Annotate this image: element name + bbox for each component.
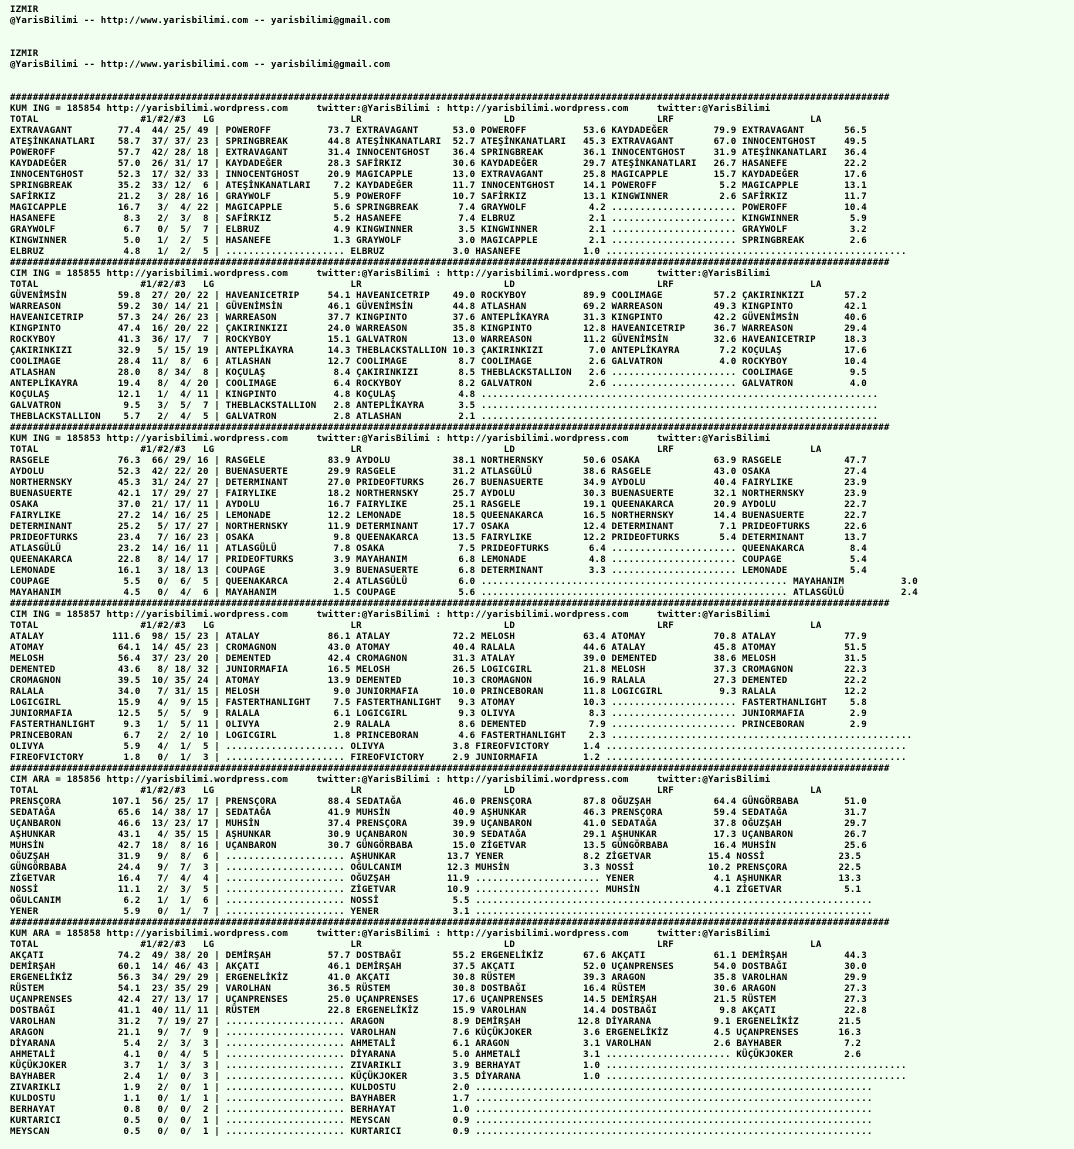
table-row: HASANEFE 8.3 2/ 3/ 8 | SAFİRKIZ 5.2 HASANEFE 7.4 ELBRUZ 2.1 ...................... KINGWINNER 5.9 bbox=[10, 214, 867, 224]
section-divider: ########################################################################################################################################################### bbox=[10, 423, 890, 433]
table-row: PRINCEBORAN 6.7 2/ 2/ 10 | LOGICGIRL 1.8 PRINCEBORAN 4.6 FASTERTHANLIGHT 2.3 ..................................................... bbox=[10, 731, 913, 741]
race-header: CIM ING = 185857 http://yarisbilimi.wordpress.com twitter:@YarisBilimi : http://yarisbilimi.wordpress.com twitter:@YarisBilimi bbox=[10, 610, 771, 620]
header-line bbox=[10, 82, 1074, 93]
race-header: KUM ING = 185854 http://yarisbilimi.wordpress.com twitter:@YarisBilimi : http://yarisbilimi.wordpress.com twitter:@YarisBilimi bbox=[10, 104, 771, 114]
table-row: ELBRUZ 4.8 1/ 2/ 5 | ..................... ELBRUZ 3.0 HASANEFE 1.0 ..................................................... bbox=[10, 247, 907, 257]
table-row: KOÇULAŞ 12.1 1/ 4/ 11 | KINGPINTO 4.8 KOÇULAŞ 4.8 ...................................................................... bbox=[10, 390, 879, 400]
race-header: CIM ARA = 185856 http://yarisbilimi.wordpress.com twitter:@YarisBilimi : http://yarisbilimi.wordpress.com twitter:@YarisBilimi bbox=[10, 775, 771, 785]
header-line: @YarisBilimi -- http://www.yarisbilimi.com -- yarisbilimi@gmail.com bbox=[10, 60, 391, 70]
table-row: AKÇATI 74.2 49/ 38/ 20 | DEMİRŞAH 57.7 DOSTBAĞI 55.2 ERGENELİKİZ 67.6 AKÇATI 61.1 DEMİRŞAH 44.3 bbox=[10, 951, 867, 961]
table-row: SPRINGBREAK 35.2 33/ 12/ 6 | ATEŞİNKANATLARI 7.2 KAYDADEĞER 11.7 INNOCENTGHOST 14.1 POWEROFF 5.2 MAGICAPPLE 13.1 bbox=[10, 181, 867, 191]
table-row: DETERMINANT 25.2 5/ 17/ 27 | NORTHERNSKY 11.9 DETERMINANT 17.7 OSAKA 12.4 DETERMINANT 7.1 PRIDEOFTURKS 22.6 bbox=[10, 522, 867, 532]
table-row: MAYAHANIM 4.5 0/ 4/ 6 | MAYAHANIM 1.5 COUPAGE 5.6 ...................................................... ATLASGÜLÜ 2.4 bbox=[10, 588, 918, 598]
table-row: UÇANPRENSES 42.4 27/ 13/ 17 | UÇANPRENSES 25.0 UÇANPRENSES 17.6 UÇANPRENSES 14.5 DEMİRŞAH 21.5 RÜSTEM 27.3 bbox=[10, 995, 867, 1005]
table-row: FASTERTHANLIGHT 9.3 1/ 5/ 11 | OLIVYA 2.9 RALALA 8.6 DEMENTED 7.9 ...................... PRINCEBORAN 2.9 bbox=[10, 720, 867, 730]
table-row: SAFİRKIZ 21.2 3/ 28/ 16 | GRAYWOLF 5.9 POWEROFF 10.7 SAFİRKIZ 13.1 KINGWINNER 2.6 SAFİRKIZ 11.7 bbox=[10, 192, 867, 202]
table-row: OSAKA 37.0 21/ 17/ 11 | AYDOLU 16.7 FAIRYLIKE 25.1 RASGELE 19.1 QUEENAKARCA 20.9 AYDOLU 22.7 bbox=[10, 500, 867, 510]
table-row: NOSSİ 11.1 2/ 3/ 5 | ..................... ZİGETVAR 10.9 ...................... MUHSİN 4.1 ZİGETVAR 5.1 bbox=[10, 885, 862, 895]
table-row: RÜSTEM 54.1 23/ 35/ 29 | VAROLHAN 36.5 RÜSTEM 30.8 DOSTBAĞI 16.4 RÜSTEM 30.6 ARAGON 27.3 bbox=[10, 984, 867, 994]
table-row: ÇAKIRINKIZI 32.9 5/ 15/ 19 | ANTEPLİKAYRA 14.3 THEBLACKSTALLION 10.3 ÇAKIRINKIZI 7.0 ANTEPLİKAYRA 7.2 KOÇULAŞ 17.6 bbox=[10, 346, 867, 356]
table-row: EXTRAVAGANT 77.4 44/ 25/ 49 | POWEROFF 73.7 EXTRAVAGANT 53.0 POWEROFF 53.6 KAYDADEĞER 79.9 EXTRAVAGANT 56.5 bbox=[10, 126, 867, 136]
table-row: OLIVYA 5.9 4/ 1/ 5 | ..................... OLIVYA 3.8 FIREOFVICTORY 1.4 ..................................................... bbox=[10, 742, 907, 752]
section-divider: ########################################################################################################################################################### bbox=[10, 918, 890, 928]
table-row: LEMONADE 16.1 3/ 18/ 13 | COUPAGE 3.9 BUENASUERTE 6.8 DETERMINANT 3.3 ...................... LEMONADE 5.4 bbox=[10, 566, 867, 576]
table-row: ATLASHAN 28.0 8/ 34/ 8 | KOÇULAŞ 8.4 ÇAKIRINKIZI 8.5 THEBLACKSTALLION 2.6 ...................... COOLIMAGE 9.5 bbox=[10, 368, 867, 378]
table-row: GÜVENİMSİN 59.8 27/ 20/ 22 | HAVEANICETRIP 54.1 HAVEANICETRIP 49.0 ROCKYBOY 89.9 COOLIMAGE 57.2 ÇAKIRINKIZI 57.2 bbox=[10, 291, 867, 301]
table-row: GALVATRON 9.5 3/ 5/ 7 | THEBLACKSTALLION 2.8 ANTEPLİKAYRA 3.5 ...................................................................... bbox=[10, 401, 879, 411]
section-divider: ########################################################################################################################################################### bbox=[10, 258, 890, 268]
table-row: RALALA 34.0 7/ 31/ 15 | MELOSH 9.0 JUNIORMAFIA 10.0 PRINCEBORAN 11.8 LOGICGIRL 9.3 RALALA 12.2 bbox=[10, 687, 867, 697]
column-header: TOTAL #1/#2/#3 LG LR LD LRF LA bbox=[10, 621, 822, 631]
table-row: KINGPINTO 47.4 16/ 20/ 22 | ÇAKIRINKIZI 24.0 WARREASON 35.8 KINGPINTO 12.8 HAVEANICETRIP 36.7 WARREASON 29.4 bbox=[10, 324, 867, 334]
table-row: GRAYWOLF 6.7 0/ 5/ 7 | ELBRUZ 4.9 KINGWINNER 3.5 KINGWINNER 2.1 ...................... GRAYWOLF 3.2 bbox=[10, 225, 867, 235]
table-row: DİYARANA 5.4 2/ 3/ 3 | ..................... AHMETALİ 6.1 ARAGON 3.1 VAROLHAN 2.6 BAYHABER 7.2 bbox=[10, 1039, 862, 1049]
table-row: ANTEPLİKAYRA 19.4 8/ 4/ 20 | COOLIMAGE 6.4 ROCKYBOY 8.2 GALVATRON 2.6 ...................... GALVATRON 4.0 bbox=[10, 379, 867, 389]
table-row: MELOSH 56.4 37/ 23/ 20 | DEMENTED 42.4 CROMAGNON 31.3 ATALAY 39.0 DEMENTED 38.6 MELOSH 31.5 bbox=[10, 654, 867, 664]
column-header: TOTAL #1/#2/#3 LG LR LD LRF LA bbox=[10, 445, 822, 455]
header-line bbox=[10, 71, 1074, 82]
table-row: INNOCENTGHOST 52.3 17/ 32/ 33 | INNOCENTGHOST 20.9 MAGICAPPLE 13.0 EXTRAVAGANT 25.8 MAGICAPPLE 15.7 KAYDADEĞER 17.6 bbox=[10, 170, 867, 180]
table-row: OĞUZŞAH 31.9 9/ 8/ 6 | ..................... AŞHUNKAR 13.7 YENER 8.2 ZİGETVAR 15.4 NOSSİ 23.5 bbox=[10, 852, 862, 862]
table-row: ATALAY 111.6 98/ 15/ 23 | ATALAY 86.1 ATALAY 72.2 MELOSH 63.4 ATOMAY 70.8 ATALAY 77.9 bbox=[10, 632, 867, 642]
table-row: KURTARICI 0.5 0/ 0/ 1 | ..................... MEYSCAN 0.9 ...................................................................... bbox=[10, 1116, 873, 1126]
table-row: LOGICGIRL 15.9 4/ 9/ 15 | FASTERTHANLIGHT 7.5 FASTERTHANLIGHT 9.3 ATOMAY 10.3 ...................... FASTERTHANLIGHT 5.8 bbox=[10, 698, 867, 708]
table-row: GÜNGÖRBABA 24.4 9/ 7/ 3 | ..................... OĞULCANIM 12.3 MUHSİN 3.3 NOSSİ 10.2 PRENSÇORA 22.5 bbox=[10, 863, 862, 873]
header-line bbox=[10, 38, 1074, 49]
table-row: CROMAGNON 39.5 10/ 35/ 24 | ATOMAY 13.9 DEMENTED 10.3 CROMAGNON 16.9 RALALA 27.3 DEMENTED 22.2 bbox=[10, 676, 867, 686]
table-row: OĞULCANIM 6.2 1/ 1/ 6 | ..................... NOSSİ 5.5 ...................................................................... bbox=[10, 896, 873, 906]
table-row: ATEŞİNKANATLARI 58.7 37/ 37/ 23 | SPRINGBREAK 44.8 ATEŞİNKANATLARI 52.7 ATEŞİNKANATLARI 45.3 EXTRAVAGANT 67.0 INNOCENTGHOST 49.5 bbox=[10, 137, 867, 147]
table-row: MAGICAPPLE 16.7 3/ 4/ 22 | MAGICAPPLE 5.6 SPRINGBREAK 7.4 GRAYWOLF 4.2 ...................... POWEROFF 10.4 bbox=[10, 203, 867, 213]
table-row: VAROLHAN 31.2 7/ 19/ 27 | ..................... ARAGON 8.9 DEMİRŞAH 12.8 DİYARANA 9.1 ERGENELİKİZ 21.5 bbox=[10, 1017, 862, 1027]
table-row: WARREASON 59.2 30/ 14/ 21 | GÜVENİMSİN 46.1 GÜVENİMSİN 44.8 ATLASHAN 69.2 WARREASON 49.3 KINGPINTO 42.1 bbox=[10, 302, 867, 312]
table-row: FAIRYLIKE 27.2 14/ 16/ 25 | LEMONADE 12.2 LEMONADE 18.5 QUEENAKARCA 16.5 NORTHERNSKY 14.4 BUENASUERTE 22.7 bbox=[10, 511, 867, 521]
table-row: KULDOSTU 1.1 0/ 1/ 1 | ..................... BAYHABER 1.7 ...................................................................... bbox=[10, 1094, 873, 1104]
table-row: MEYSCAN 0.5 0/ 0/ 1 | ..................... KURTARICI 0.9 ...................................................................... bbox=[10, 1127, 873, 1137]
table-row: AŞHUNKAR 43.1 4/ 35/ 15 | AŞHUNKAR 30.9 UÇANBARON 30.9 SEDATAĞA 29.1 AŞHUNKAR 17.3 UÇANBARON 26.7 bbox=[10, 830, 867, 840]
table-row: NORTHERNSKY 45.3 31/ 24/ 27 | DETERMINANT 27.0 PRIDEOFTURKS 26.7 BUENASUERTE 34.9 AYDOLU 40.4 FAIRYLIKE 23.9 bbox=[10, 478, 867, 488]
header-line: @YarisBilimi -- http://www.yarisbilimi.com -- yarisbilimi@gmail.com bbox=[10, 16, 391, 26]
table-row: COOLIMAGE 28.4 11/ 8/ 6 | ATLASHAN 12.7 COOLIMAGE 8.7 COOLIMAGE 2.6 GALVATRON 4.0 ROCKYBOY 10.4 bbox=[10, 357, 867, 367]
table-row: KINGWINNER 5.0 1/ 2/ 5 | HASANEFE 1.3 GRAYWOLF 3.0 MAGICAPPLE 2.1 ...................... SPRINGBREAK 2.6 bbox=[10, 236, 867, 246]
table-row: ERGENELİKİZ 56.3 34/ 29/ 29 | ERGENELİKİZ 41.0 AKÇATI 30.8 RÜSTEM 39.3 ARAGON 35.8 VAROLHAN 29.9 bbox=[10, 973, 867, 983]
table-row: HAVEANICETRIP 57.3 24/ 26/ 23 | WARREASON 37.7 KINGPINTO 37.6 ANTEPLİKAYRA 31.3 KINGPINTO 42.2 GÜVENİMSİN 40.6 bbox=[10, 313, 867, 323]
section-divider: ########################################################################################################################################################### bbox=[10, 93, 890, 103]
table-row: JUNIORMAFIA 12.5 5/ 5/ 9 | RALALA 6.1 LOGICGIRL 9.3 OLIVYA 8.3 ...................... JUNIORMAFIA 2.9 bbox=[10, 709, 867, 719]
race-header: CIM ING = 185855 http://yarisbilimi.wordpress.com twitter:@YarisBilimi : http://yarisbilimi.wordpress.com twitter:@YarisBilimi bbox=[10, 269, 771, 279]
table-row: YENER 5.9 0/ 1/ 7 | ..................... YENER 3.1 ...................................................................... bbox=[10, 907, 873, 917]
column-header: TOTAL #1/#2/#3 LG LR LD LRF LA bbox=[10, 115, 822, 125]
column-header: TOTAL #1/#2/#3 LG LR LD LRF LA bbox=[10, 940, 822, 950]
table-row: ATLASGÜLÜ 23.2 14/ 16/ 11 | ATLASGÜLÜ 7.8 OSAKA 7.5 PRIDEOFTURKS 6.4 ...................... QUEENAKARCA 8.4 bbox=[10, 544, 867, 554]
table-row: BAYHABER 2.4 1/ 0/ 3 | ..................... KÜÇÜKJOKER 3.5 DİYARANA 1.0 ..................................................... bbox=[10, 1072, 907, 1082]
table-row: FIREOFVICTORY 1.8 0/ 1/ 3 | ..................... FIREOFVICTORY 2.9 JUNIORMAFIA 1.2 ..................................................... bbox=[10, 753, 907, 763]
table-row: KAYDADEĞER 57.0 26/ 31/ 17 | KAYDADEĞER 28.3 SAFİRKIZ 30.6 KAYDADEĞER 29.7 ATEŞİNKANATLARI 26.7 HASANEFE 22.2 bbox=[10, 159, 867, 169]
table-row: AYDOLU 52.3 42/ 22/ 20 | BUENASUERTE 29.9 RASGELE 31.2 ATLASGÜLÜ 38.6 RASGELE 43.0 OSAKA 27.4 bbox=[10, 467, 867, 477]
table-row: UÇANBARON 46.6 13/ 23/ 17 | MUHSİN 37.4 PRENSÇORA 39.9 UÇANBARON 41.0 SEDATAĞA 37.8 OĞUZŞAH 29.7 bbox=[10, 819, 867, 829]
table-row: ROCKYBOY 41.3 36/ 17/ 7 | ROCKYBOY 15.1 GALVATRON 13.0 WARREASON 11.2 GÜVENİMSİN 32.6 HAVEANICETRIP 18.3 bbox=[10, 335, 867, 345]
table-row: ARAGON 21.1 9/ 7/ 9 | ..................... VAROLHAN 7.6 KÜÇÜKJOKER 3.6 ERGENELİKİZ 4.5 UÇANPRENSES 16.3 bbox=[10, 1028, 862, 1038]
table-row: BERHAYAT 0.8 0/ 0/ 2 | ..................... BERHAYAT 1.0 ...................................................................... bbox=[10, 1105, 873, 1115]
table-row: DOSTBAĞI 41.1 40/ 11/ 11 | RÜSTEM 22.8 ERGENELİKİZ 15.9 VAROLHAN 14.4 DOSTBAĞI 9.8 AKÇATI 22.8 bbox=[10, 1006, 867, 1016]
section-divider: ########################################################################################################################################################### bbox=[10, 599, 890, 609]
column-header: TOTAL #1/#2/#3 LG LR LD LRF LA bbox=[10, 280, 822, 290]
table-row: SEDATAĞA 65.6 14/ 38/ 17 | SEDATAĞA 41.9 MUHSİN 40.9 AŞHUNKAR 46.3 PRENSÇORA 59.4 SEDATAĞA 31.7 bbox=[10, 808, 867, 818]
header-line bbox=[10, 27, 1074, 38]
table-row: ZIVARIKLI 1.9 2/ 0/ 1 | ..................... KULDOSTU 2.0 ...................................................................... bbox=[10, 1083, 873, 1093]
table-row: THEBLACKSTALLION 5.7 2/ 4/ 5 | GALVATRON 2.8 ATLASHAN 2.1 ...................................................................... bbox=[10, 412, 879, 422]
section-divider: ########################################################################################################################################################### bbox=[10, 764, 890, 774]
table-row: MUHSİN 42.7 18/ 8/ 16 | UÇANBARON 30.7 GÜNGÖRBABA 15.0 ZİGETVAR 13.5 GÜNGÖRBABA 16.4 MUHSİN 25.6 bbox=[10, 841, 867, 851]
table-row: ZİGETVAR 16.4 7/ 4/ 4 | ..................... OĞUZŞAH 11.9 ...................... YENER 4.1 AŞHUNKAR 13.3 bbox=[10, 874, 862, 884]
table-row: PRIDEOFTURKS 23.4 7/ 16/ 23 | OSAKA 9.8 QUEENAKARCA 13.5 FAIRYLIKE 12.2 PRIDEOFTURKS 5.4 DETERMINANT 13.7 bbox=[10, 533, 867, 543]
column-header: TOTAL #1/#2/#3 LG LR LD LRF LA bbox=[10, 786, 822, 796]
table-row: PRENSÇORA 107.1 56/ 25/ 17 | PRENSÇORA 88.4 SEDATAĞA 46.0 PRENSÇORA 87.8 OĞUZŞAH 64.4 GÜNGÖRBABA 51.0 bbox=[10, 797, 867, 807]
race-header: KUM ARA = 185858 http://yarisbilimi.wordpress.com twitter:@YarisBilimi : http://yarisbilimi.wordpress.com twitter:@YarisBilimi bbox=[10, 929, 771, 939]
table-row: DEMİRŞAH 60.1 14/ 46/ 43 | AKÇATI 46.1 DEMİRŞAH 37.5 AKÇATI 52.0 UÇANPRENSES 54.0 DOSTBAĞI 30.0 bbox=[10, 962, 867, 972]
table-row: QUEENAKARCA 22.8 8/ 14/ 17 | PRIDEOFTURKS 3.9 MAYAHANIM 6.8 LEMONADE 4.8 ...................... COUPAGE 5.4 bbox=[10, 555, 867, 565]
table-row: RASGELE 76.3 66/ 29/ 16 | RASGELE 83.9 AYDOLU 38.1 NORTHERNSKY 50.6 OSAKA 63.9 RASGELE 47.7 bbox=[10, 456, 867, 466]
table-row: BUENASUERTE 42.1 17/ 29/ 27 | FAIRYLIKE 18.2 NORTHERNSKY 25.7 AYDOLU 30.3 BUENASUERTE 32.1 NORTHERNSKY 23.9 bbox=[10, 489, 867, 499]
table-row: KÜÇÜKJOKER 3.7 1/ 3/ 3 | ..................... ZIVARIKLI 3.9 BERHAYAT 1.0 ..................................................... bbox=[10, 1061, 907, 1071]
table-row: POWEROFF 57.7 42/ 28/ 18 | EXTRAVAGANT 31.4 INNOCENTGHOST 36.4 SPRINGBREAK 36.1 INNOCENTGHOST 31.9 ATEŞİNKANATLARI 36.4 bbox=[10, 148, 867, 158]
table-row: COUPAGE 5.5 0/ 6/ 5 | QUEENAKARCA 2.4 ATLASGÜLÜ 6.0 ...................................................... MAYAHANIM 3.0 bbox=[10, 577, 918, 587]
header-line: IZMIR bbox=[10, 49, 39, 59]
race-header: KUM ING = 185853 http://yarisbilimi.wordpress.com twitter:@YarisBilimi : http://yarisbilimi.wordpress.com twitter:@YarisBilimi bbox=[10, 434, 771, 444]
header-line: IZMIR bbox=[10, 5, 39, 15]
table-row: AHMETALİ 4.1 0/ 4/ 5 | ..................... DİYARANA 5.0 AHMETALİ 3.1 ...................... KÜÇÜKJOKER 2.6 bbox=[10, 1050, 862, 1060]
table-row: ATOMAY 64.1 14/ 45/ 23 | CROMAGNON 43.0 ATOMAY 40.4 RALALA 44.6 ATALAY 45.8 ATOMAY 51.5 bbox=[10, 643, 867, 653]
table-row: DEMENTED 43.6 8/ 18/ 32 | JUNIORMAFIA 16.5 MELOSH 26.5 LOGICGIRL 21.8 MELOSH 37.3 CROMAGNON 22.3 bbox=[10, 665, 867, 675]
